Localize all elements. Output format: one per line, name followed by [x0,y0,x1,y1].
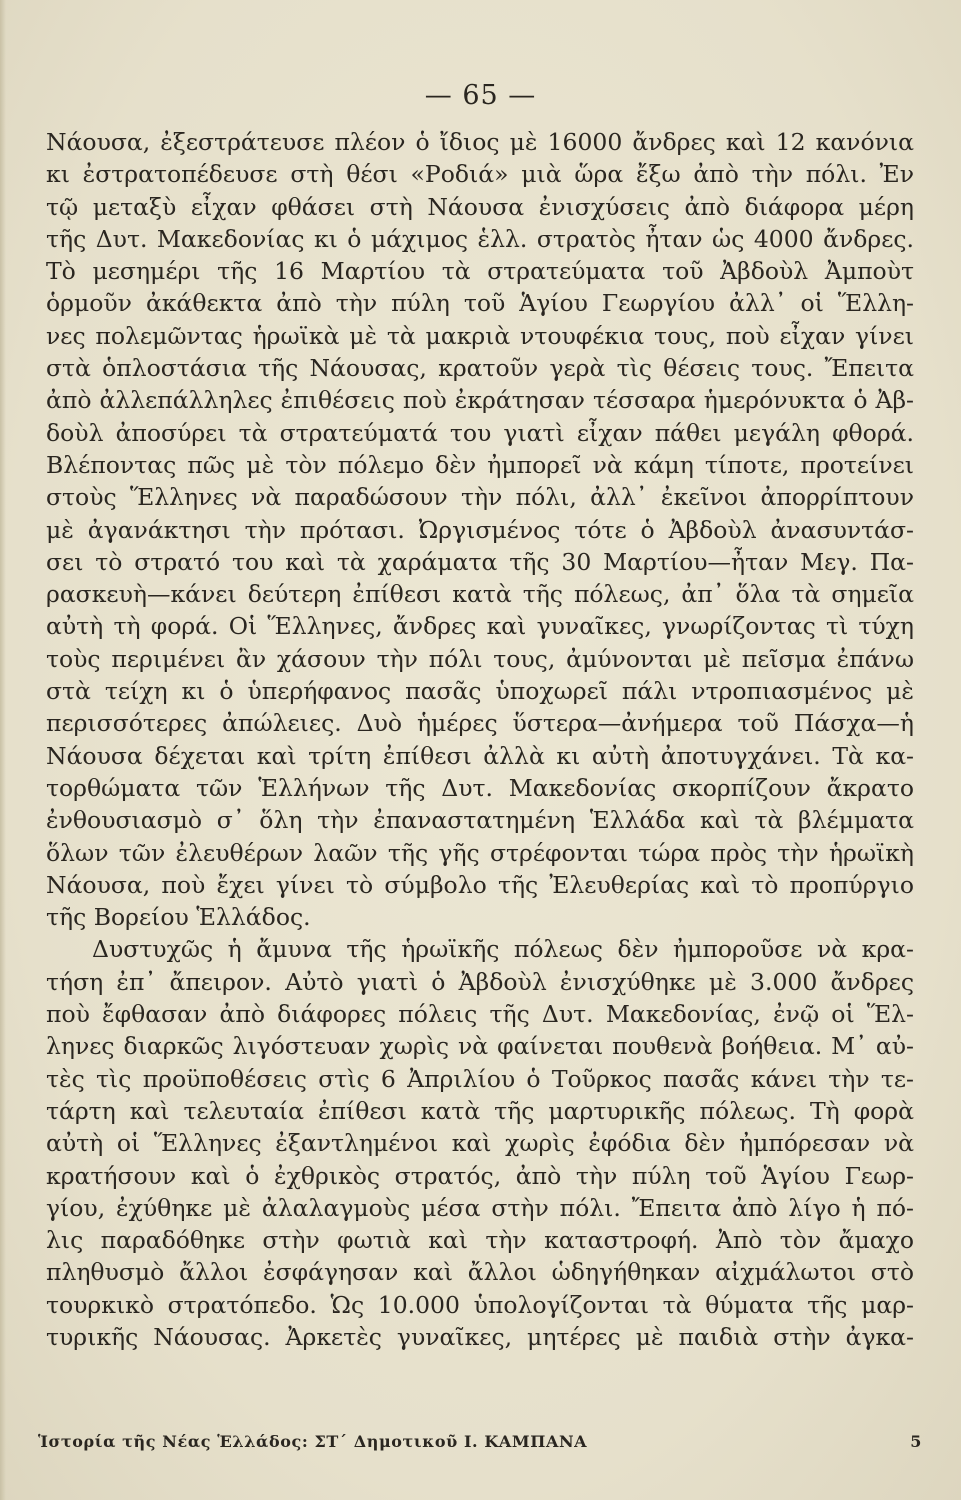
text-line: σει τὸ στρατό του καὶ τὰ χαράματα τῆς 30 Μαρτίου—ἦταν Μεγ. Πα- [46,547,914,576]
text-line: πληθυσμὸ ἄλλοι ἐσφάγησαν καὶ ἄλλοι ὡδηγήθηκαν αἰχμάλωτοι στὸ [46,1258,914,1287]
text-line: τοὺς περιμένει ἂν χάσουν τὴν πόλι τους, ἀμύνονται μὲ πεῖσμα ἐπάνω [46,644,914,673]
text-line: Βλέποντας πῶς μὲ τὸν πόλεμο δὲν ἠμπορεῖ νὰ κάμη τίποτε, προτείνει [46,450,914,479]
text-line: τῆς Βορείου Ἑλλάδος. [46,903,311,932]
sheet-number: 5 [910,1432,922,1451]
page-number: — 65 — [424,80,537,111]
page-binding-edge [0,0,6,1500]
text-line: Νάουσα, ἐξεστράτευσε πλέον ὁ ἴδιος μὲ 16000 ἄνδρες καὶ 12 κανόνια [46,128,914,156]
text-line: στοὺς Ἕλληνες νὰ παραδώσουν τὴν πόλι, ἀλλ᾽ ἐκεῖνοι ἀπορρίπτουν [46,483,914,512]
text-line: ἐνθουσιασμὸ σ᾽ ὅλη τὴν ἐπαναστατημένη Ἑλλάδα καὶ τὰ βλέμματα [46,806,914,835]
text-line: τήση ἐπ᾽ ἄπειρον. Αὐτὸ γιατὶ ὁ Ἀβδοὺλ ἐνισχύθηκε μὲ 3.000 ἄνδρες [46,967,914,996]
text-line: ὅλων τῶν ἐλευθέρων λαῶν τῆς γῆς στρέφονται τώρα πρὸς τὴν ἡρωϊκὴ [46,838,914,867]
text-line: δοὺλ ἀποσύρει τὰ στρατεύματά του γιατὶ εἶχαν πάθει μεγάλη φθορά. [46,418,914,447]
text-line: λις παραδόθηκε στὴν φωτιὰ καὶ τὴν καταστροφή. Ἀπὸ τὸν ἄμαχο [46,1226,914,1255]
text-line: Δυστυχῶς ἡ ἄμυνα τῆς ἡρωϊκῆς πόλεως δὲν ἠμποροῦσε νὰ κρα- [92,935,914,964]
text-line: κι ἐστρατοπέδευσε στὴ θέσι «Ροδιά» μιὰ ὥρα ἔξω ἀπὸ τὴν πόλι. Ἐν [46,160,914,189]
text-line: ληνες διαρκῶς λιγόστευαν χωρὶς νὰ φαίνεται πουθενὰ βοήθεια. Μ᾽ αὐ- [46,1032,914,1061]
footer-signature: Ἱστορία τῆς Νέας Ἑλλάδος: ΣΤ΄ Δημοτικοῦ Ι. ΚΑΜΠΑΝΑ [38,1432,588,1451]
text-line: τῆς Δυτ. Μακεδονίας κι ὁ μάχιμος ἑλλ. στρατὸς ἦταν ὡς 4000 ἄνδρες. [46,224,914,253]
text-line: κρατήσουν καὶ ὁ ἐχθρικὸς στρατός, ἀπὸ τὴν πύλη τοῦ Ἁγίου Γεωρ- [46,1161,914,1190]
text-line: τὲς τὶς προϋποθέσεις στὶς 6 Ἀπριλίου ὁ Τοῦρκος πασᾶς κάνει τὴν τε- [46,1064,914,1093]
text-line: στὰ ὁπλοστάσια τῆς Νάουσας, κρατοῦν γερὰ τὶς θέσεις τους. Ἔπειτα [46,354,914,383]
text-line: τάρτη καὶ τελευταία ἐπίθεσι κατὰ τῆς μαρτυρικῆς πόλεως. Τὴ φορὰ [46,1096,914,1125]
text-line: αὐτὴ τὴ φορά. Οἱ Ἕλληνες, ἄνδρες καὶ γυναῖκες, γνωρίζοντας τὶ τύχη [46,612,914,641]
text-line: Τὸ μεσημέρι τῆς 16 Μαρτίου τὰ στρατεύματα τοῦ Ἀβδοὺλ Ἀμποὺτ [46,257,914,286]
text-line: ρασκευὴ—κάνει δεύτερη ἐπίθεσι κατὰ τῆς πόλεως, ἀπ᾽ ὅλα τὰ σημεῖα [46,580,914,609]
text-line: ὁρμοῦν ἀκάθεκτα ἀπὸ τὴν πύλη τοῦ Ἁγίου Γεωργίου ἀλλ᾽ οἱ Ἕλλη- [46,289,914,318]
text-line: γίου, ἐχύθηκε μὲ ἀλαλαγμοὺς μέσα στὴν πόλι. Ἔπειτα ἀπὸ λίγο ἡ πό- [46,1193,914,1222]
text-line: στὰ τείχη κι ὁ ὑπερήφανος πασᾶς ὑποχωρεῖ πάλι ντροπιασμένος μὲ [46,677,914,706]
text-line: ποὺ ἔφθασαν ἀπὸ διάφορες πόλεις τῆς Δυτ. Μακεδονίας, ἐνῷ οἱ Ἕλ- [46,1000,914,1029]
text-line: αὐτὴ οἱ Ἕλληνες ἐξαντλημένοι καὶ χωρὶς ἐφόδια δὲν ἠμπόρεσαν νὰ [46,1129,914,1158]
text-line: τυρικῆς Νάουσας. Ἀρκετὲς γυναῖκες, μητέρες μὲ παιδιὰ στὴν ἀγκα- [46,1322,914,1351]
body-text [46,126,914,1353]
text-line: μὲ ἀγανάκτησι τὴν πρότασι. Ὠργισμένος τότε ὁ Ἀβδοὺλ ἀνασυντάσ- [46,515,914,544]
text-line: τουρκικὸ στρατόπεδο. Ὡς 10.000 ὑπολογίζονται τὰ θύματα τῆς μαρ- [46,1290,914,1319]
text-line: νες πολεμῶντας ἡρωϊκὰ μὲ τὰ μακριὰ ντουφέκια τους, ποὺ εἶχαν γίνει [46,321,914,350]
text-line: τορθώματα τῶν Ἑλλήνων τῆς Δυτ. Μακεδονίας σκορπίζουν ἄκρατο [46,773,914,802]
text-line: Νάουσα, ποὺ ἔχει γίνει τὸ σύμβολο τῆς Ἐλευθερίας καὶ τὸ προπύργιο [46,870,914,899]
text-line: περισσότερες ἀπώλειες. Δυὸ ἡμέρες ὕστερα—ἀνήμερα τοῦ Πάσχα—ἡ [46,709,914,738]
text-line: ἀπὸ ἀλλεπάλληλες ἐπιθέσεις ποὺ ἐκράτησαν τέσσαρα ἡμερόνυκτα ὁ Ἀβ- [46,386,914,415]
text-line: τῷ μεταξὺ εἶχαν φθάσει στὴ Νάουσα ἐνισχύσεις ἀπὸ διάφορα μέρη [46,192,914,221]
text-line: Νάουσα δέχεται καὶ τρίτη ἐπίθεσι ἀλλὰ κι αὐτὴ ἀποτυγχάνει. Τὰ κα- [46,741,914,770]
